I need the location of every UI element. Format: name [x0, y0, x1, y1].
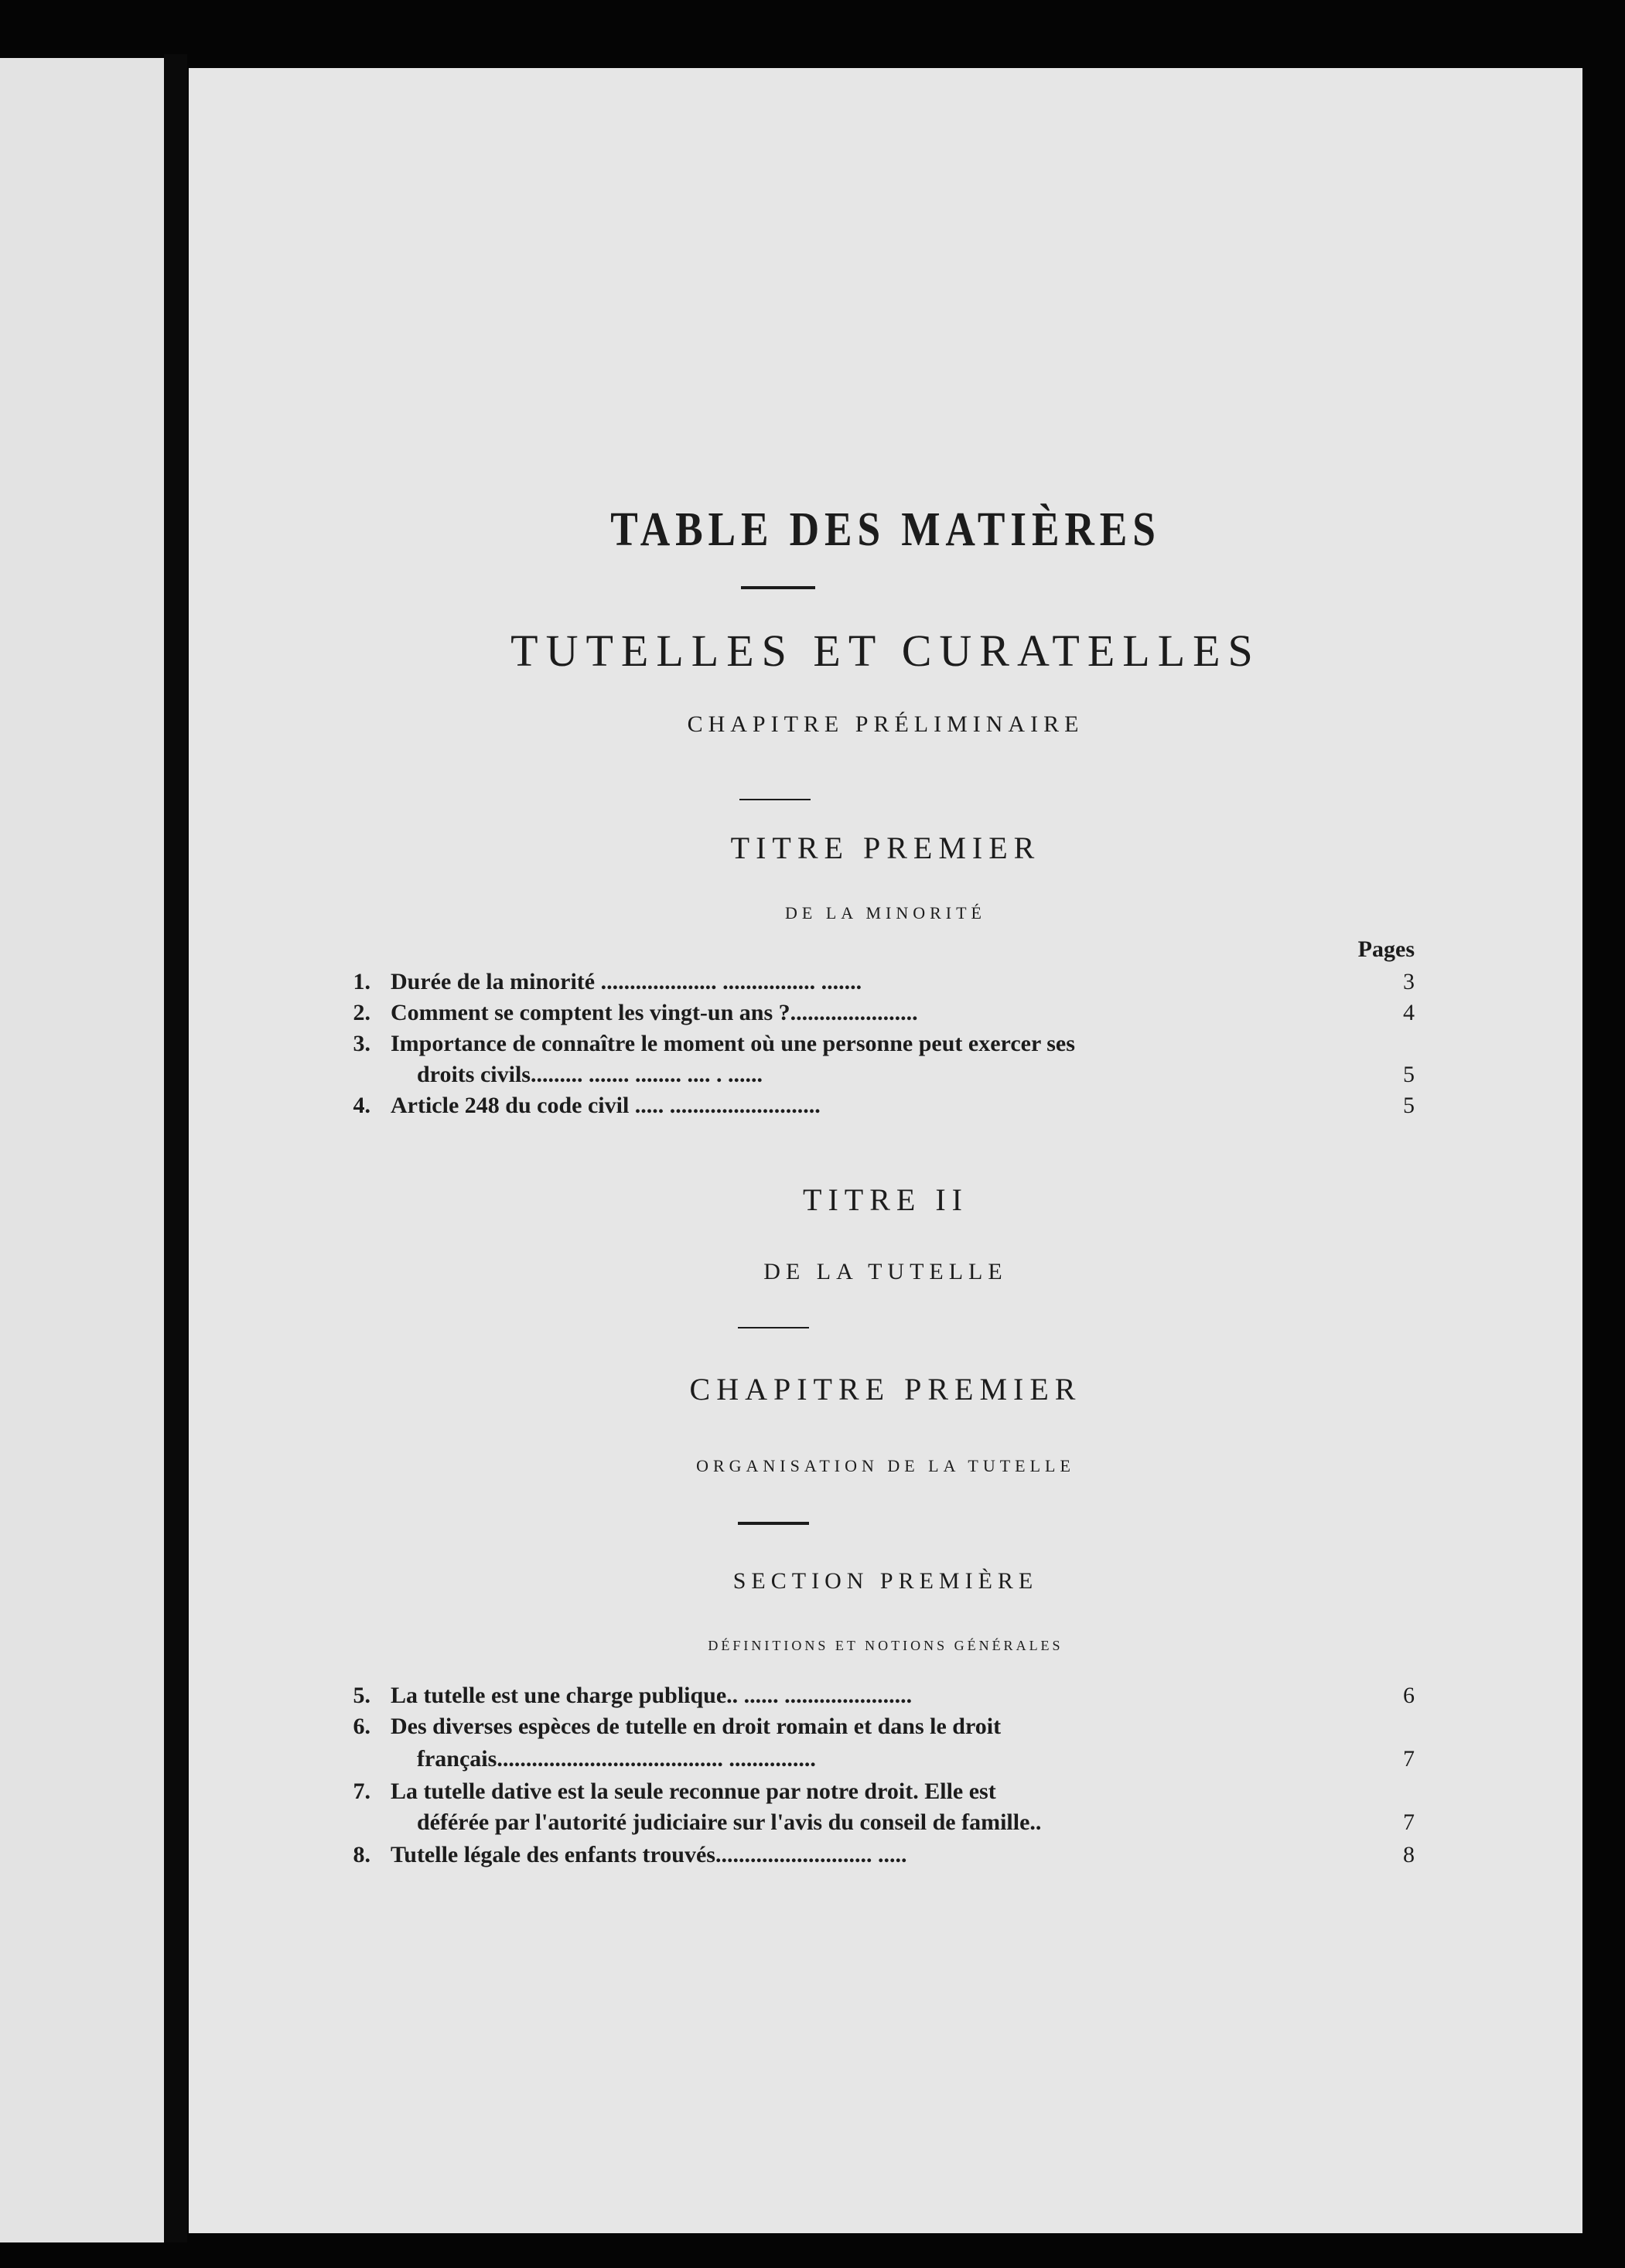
entry-page: 7	[1403, 1809, 1415, 1835]
entry-text: Des diverses espèces de tutelle en droit romain et dans le droit	[391, 1714, 1002, 1739]
pages-column-label: Pages	[1357, 936, 1415, 962]
entry-number: 5.	[353, 1683, 370, 1708]
entry-number: 8.	[353, 1842, 370, 1867]
page-title: TABLE DES MATIÈRES	[610, 503, 1161, 556]
entry-page: 5	[1403, 1093, 1415, 1118]
titre-deux-subtitle: DE LA TUTELLE	[763, 1259, 1008, 1284]
document-page	[189, 68, 1582, 2233]
titre-premier-subtitle: DE LA MINORITÉ	[785, 903, 986, 923]
entry-text: Comment se comptent les vingt-un ans ?......................	[391, 1000, 918, 1025]
entry-text: déférée par l'autorité judiciaire sur l'avis du conseil de famille..	[417, 1809, 1042, 1835]
titre-premier-heading: TITRE PREMIER	[730, 830, 1041, 865]
entry-text: droits civils......... ....... ........ .... . ......	[417, 1062, 763, 1087]
entry-page: 5	[1403, 1062, 1415, 1087]
section-premiere-subtitle: DÉFINITIONS ET NOTIONS GÉNÉRALES	[708, 1638, 1063, 1653]
entry-text: La tutelle est une charge publique.. ...... ......................	[391, 1683, 913, 1708]
entry-page: 8	[1403, 1842, 1415, 1867]
divider	[739, 799, 811, 800]
facing-page	[0, 58, 164, 2242]
entry-text: La tutelle dative est la seule reconnue par notre droit. Elle est	[391, 1779, 996, 1804]
section-premiere-heading: SECTION PREMIÈRE	[732, 1568, 1039, 1594]
divider	[738, 1327, 809, 1328]
toc-tutelle	[324, 1680, 1415, 1912]
toc-minorite	[324, 934, 1415, 1220]
titre-deux-heading: TITRE II	[803, 1182, 968, 1217]
entry-text: Importance de connaître le moment où une personne peut exercer ses	[391, 1031, 1075, 1056]
entry-number: 2.	[353, 1000, 370, 1025]
entry-page: 7	[1403, 1746, 1415, 1772]
heading-chapitre-preliminaire: CHAPITRE PRÉLIMINAIRE	[687, 711, 1084, 737]
heading-tutelles: TUTELLES ET CURATELLES	[510, 626, 1261, 676]
chapitre-premier-heading: CHAPITRE PREMIER	[689, 1372, 1082, 1407]
entry-page: 6	[1403, 1683, 1415, 1708]
book-spine	[164, 54, 187, 2242]
entry-text: Article 248 du code civil ..... ..........................	[391, 1093, 821, 1118]
entry-text: Tutelle légale des enfants trouvés........................... .....	[391, 1842, 907, 1867]
divider	[741, 586, 815, 589]
entry-page: 3	[1403, 969, 1415, 994]
entry-text: français....................................... ...............	[417, 1746, 816, 1772]
entry-number: 1.	[353, 969, 370, 994]
divider	[738, 1522, 809, 1525]
entry-text: Durée de la minorité .................... ................ .......	[391, 969, 862, 994]
entry-number: 3.	[353, 1031, 370, 1056]
entry-number: 6.	[353, 1714, 370, 1739]
chapitre-premier-subtitle: ORGANISATION DE LA TUTELLE	[696, 1456, 1075, 1475]
entry-page: 4	[1403, 1000, 1415, 1025]
entry-number: 4.	[353, 1093, 370, 1118]
entry-number: 7.	[353, 1779, 370, 1804]
